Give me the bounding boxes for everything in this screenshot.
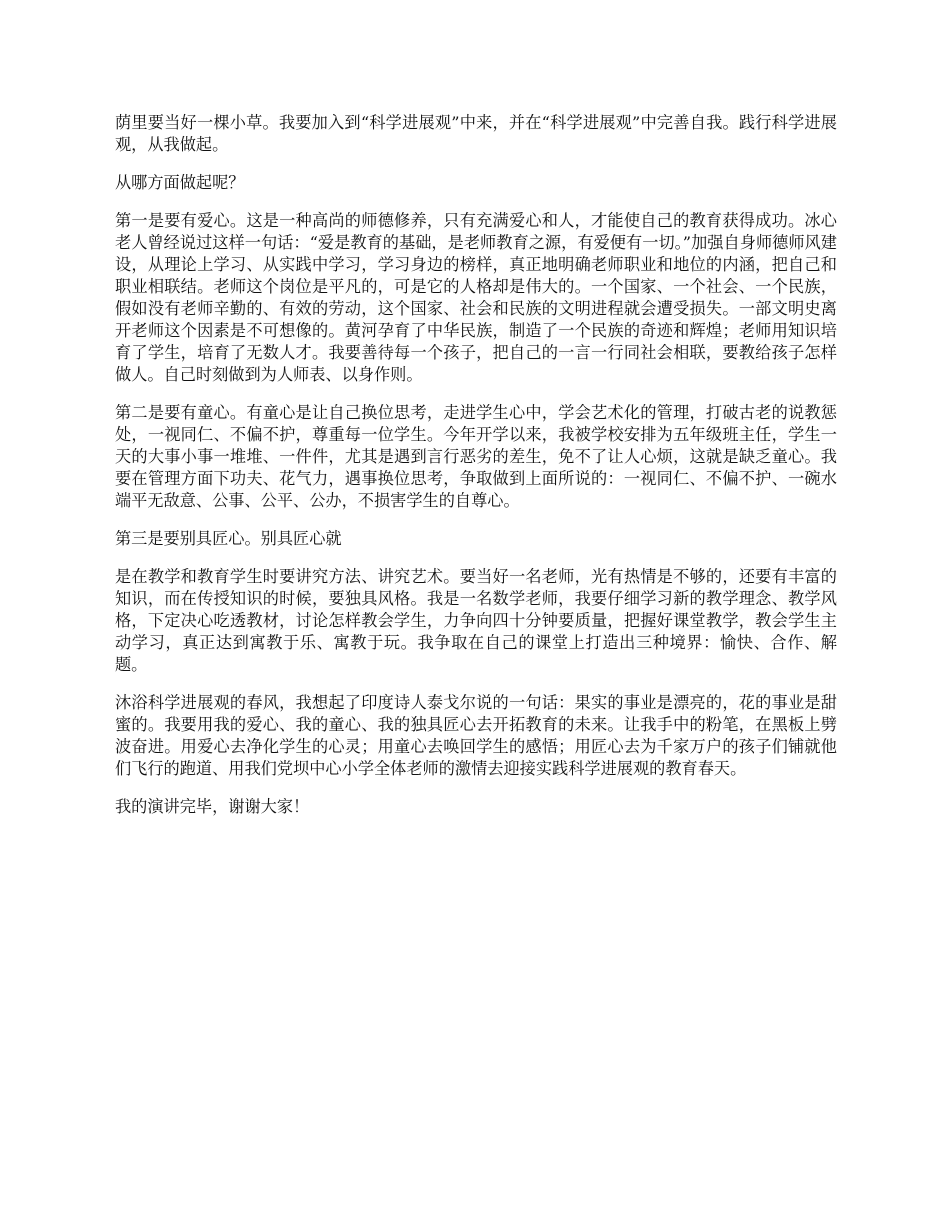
paragraph-7: 沐浴科学进展观的春风，我想起了印度诗人泰戈尔说的一句话：果实的事业是漂亮的，花的事业是甜蜜的。我要用我的爱心、我的童心、我的独具匠心去开拓教育的未来。让我手中的粉笔，在黑板上劈波奋进。用爱心去净化学生的心灵；用童心去唤回学生的感悟；用匠心去为千家万户的孩子们铺就他们飞行的跑道、用我们党坝中心小学全体老师的激情去迎接实践科学进展观的教育春天。: [115, 693, 837, 778]
paragraph-8: 我的演讲完毕，谢谢大家！: [115, 797, 310, 816]
paragraph-2: 从哪方面做起呢？: [115, 173, 245, 192]
paragraph-5: 第三是要别具匠心。别具匠心就: [115, 529, 342, 548]
paragraph-4: 第二是要有童心。有童心是让自己换位思考，走进学生心中，学会艺术化的管理，打破古老的说教惩处，一视同仁、不偏不护，尊重每一位学生。今年开学以来，我被学校安排为五年级班主任，学生一天的大事小事一堆堆、一件件，尤其是遇到言行恶劣的差生，免不了让人心烦，这就是缺乏童心。我要在管理方面下功夫、花气力，遇事换位思考，争取做到上面所说的：一视同仁、不偏不护、一碗水端平无敌意、公事、公平、公办，不损害学生的自尊心。: [115, 403, 837, 510]
paragraph-3: 第一是要有爱心。这是一种高尚的师德修养，只有充满爱心和人，才能使自己的教育获得成功。冰心老人曾经说过这样一句话：“爱是教育的基础，是老师教育之源，有爱便有一切。”加强自身师德师风建设，从理论上学习、从实践中学习，学习身边的榜样，真正地明确老师职业和地位的内涵，把自己和职业相联结。老师这个岗位是平凡的，可是它的人格却是伟大的。一个国家、一个社会、一个民族，假如没有老师辛勤的、有效的劳动，这个国家、社会和民族的文明进程就会遭受损失。一部文明史离开老师这个因素是不可想像的。黄河孕育了中华民族，制造了一个民族的奇迹和辉煌；老师用知识培育了学生，培育了无数人才。我要善待每一个孩子，把自己的一言一行同社会相联，要教给孩子怎样做人。自己时刻做到为人师表、以身作则。: [115, 211, 837, 384]
paragraph-1: 荫里要当好一棵小草。我要加入到“科学进展观”中来，并在“科学进展观”中完善自我。践行科学进展观，从我做起。: [115, 113, 837, 154]
paragraph-6: 是在教学和教育学生时要讲究方法、讲究艺术。要当好一名老师，光有热情是不够的，还要有丰富的知识，而在传授知识的时候，要独具风格。我是一名数学老师，我要仔细学习新的教学理念、教学风格，下定决心吃透教材，讨论怎样教会学生，力争向四十分钟要质量，把握好课堂教学，教会学生主动学习，真正达到寓教于乐、寓教于玩。我争取在自己的课堂上打造出三种境界：愉快、合作、解题。: [115, 567, 837, 674]
document-body: [115, 112, 837, 834]
